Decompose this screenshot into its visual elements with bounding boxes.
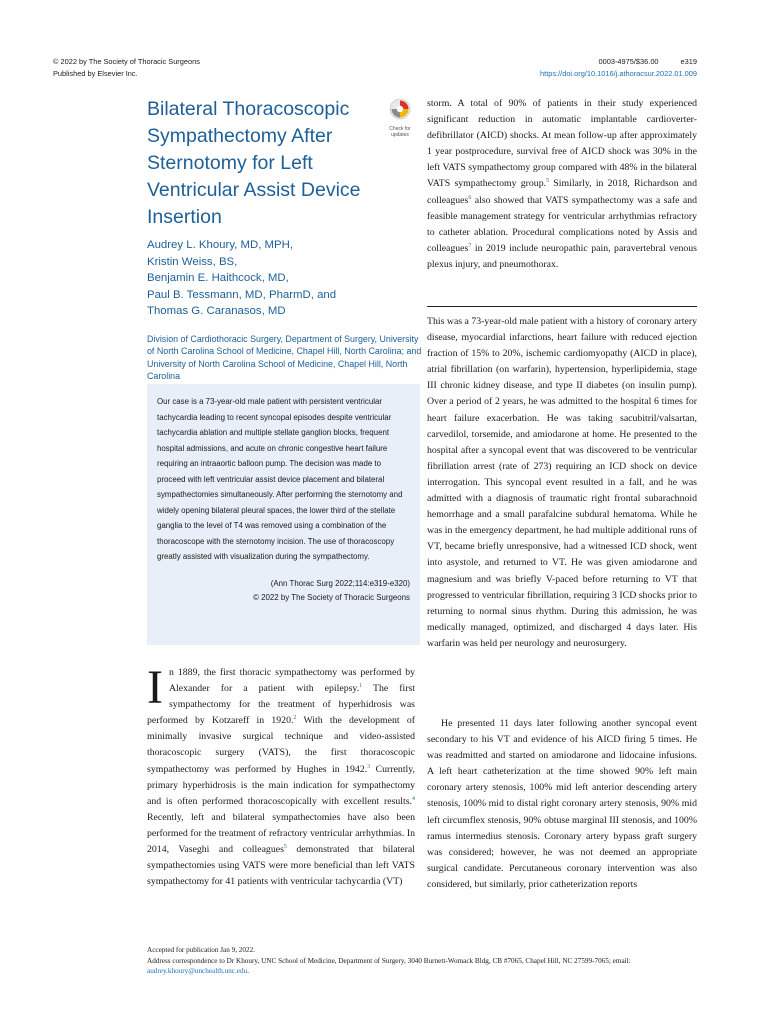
case-paragraph-continued: He presented 11 days later following another syncopal event secondary to his VT and evidence of his AICD firing 5 times. He was readmitted and started on amiodarone and lidocaine infusions. A left heart catheterization at the time showed 90% left main coronary artery stenosis, 100% mid left anterior descending artery stenosis, 100% mid to distal right coronary artery stenosis, 90% mid left circumflex stenosis, 90% obtuse marginal III stenosis, and 100% ramus intermedius stenosis. Coronary artery bypass graft surgery was considered; however, he was not deemed an appropriate surgical candidate. Percutaneous coronary intervention was also considered, but similarly, prior catheterization reports [427,718,697,890]
intro-text: Currently, primary hyperhidrosis is the main indication for sympathectomy and is often performed thoracoscopically with excellent results. [147,763,415,807]
issn-price: 0003-4975/$36.00 [598,57,659,66]
reference-link[interactable]: 2 [293,715,297,722]
author-name: Kristin Weiss, BS, [147,255,238,268]
check-for-updates-badge[interactable] [383,98,417,138]
intro-continuation-paragraph [427,96,697,273]
accepted-date: Accepted for publication Jan 9, 2022. [147,946,255,954]
author-list [147,237,422,320]
author-name: Benjamin E. Haithcock, MD, [147,272,289,285]
abstract-citation [157,577,410,605]
reference-link[interactable]: 5 [283,844,287,851]
body-text: Similarly, in 2018, Richardson and colleagues [427,178,697,206]
journal-header-left [53,56,200,80]
citation-line: (Ann Thorac Surg 2022;114:e319-e320) [270,578,410,588]
section-divider [427,306,697,307]
intro-text: The first sympathectomy for the treatment of hyperhidrosis was performed by Kotzareff in 1920. [147,683,415,727]
doi-link[interactable]: https://doi.org/10.1016/j.athoracsur.2022.01.009 [540,69,697,78]
abstract-box [147,384,420,645]
email-link[interactable]: audrey.khoury@unchealth.unc.edu [147,967,248,975]
crossmark-icon [388,98,412,120]
intro-text: demonstrated that bilateral sympathectomies using VATS were more beneficial than left VATS sympathectomy for 41 patients with ventricular tachycardia (VT) [147,844,415,888]
author-name: Audrey L. Khoury, MD, MPH, [147,239,294,251]
publisher-line: Published by Elsevier Inc. [53,69,138,78]
address-text: Address correspondence to Dr Khoury, UNC School of Medicine, Department of Surgery, 3040 Burnett-Womack Bldg, CB #7065, Chapel Hill, NC 27599-7065; email: [147,956,631,965]
author-name: Thomas G. Caranasos, MD [147,305,286,318]
intro-text: n 1889, the first thoracic sympathectomy was performed by Alexander for a patient with epilepsy. [168,667,415,695]
reference-link[interactable]: 6 [468,194,472,201]
copyright-line: © 2022 by The Society of Thoracic Surgeons [53,57,200,66]
intro-text: With the development of minimally invasive surgical technique and video-assisted thoracoscopic surgery (VATS), the first thoracoscopic sympathectomy was performed by Hughes in 1942. [147,715,415,775]
reference-link[interactable]: 1 [359,683,363,690]
journal-header-right [540,56,697,80]
reference-link[interactable]: 5 [546,178,550,185]
abstract-copyright: © 2022 by The Society of Thoracic Surgeons [253,592,410,602]
abstract-text: Our case is a 73-year-old male patient with persistent ventricular tachycardia leading to recent syncopal episodes despite ventricular tachycardia ablation and multiple stellate ganglion blocks, frequent hospital admissions, and acute on chronic congestive heart failure requiring an intraaortic balloon pump. The decision was made to proceed with left ventricular assist device placement and bilateral sympathectomies simultaneously. After performing the sternotomy and widely opening bilateral pleural spaces, the lower third of the stellate ganglia to the level of T4 was removed using a combination of the thoracoscope with the sternotomy incision. The use of thoracoscopy greatly assisted with visualization during the sympathectomy. [157,397,403,561]
crossmark-label: Check for updates [389,126,411,138]
affiliation: Division of Cardiothoracic Surgery, Department of Surgery, University of North Carolina School of Medicine, Chapel Hill, North Carolina; and University of North Carolina School of Medicine, Chapel Hill, North Carolina [147,334,422,382]
body-text: in 2019 include neuropathic pain, paravertebral venous plexus injury, and pneumothorax. [427,242,697,270]
intro-text: Recently, left and bilateral sympathectomies have also been performed for the treatment of refractory ventricular arrhythmias. In 2014, Vaseghi and colleagues [147,811,415,856]
author-name: Paul B. Tessmann, MD, PharmD, and [147,288,337,301]
footnote [147,945,697,977]
correspondence-address [147,956,697,977]
introduction-paragraph [147,661,415,890]
drop-cap: I [147,661,163,714]
body-text: storm. A total of 90% of patients in their study experienced significant reduction in automatic implantable cardioverter-defibrillator (AICD) shocks. At mean follow-up after approximately 1 year postprocedure, survival free of AICD shock was 30% in the left VATS sympathectomy group compared with 48% in the bilateral VATS sympathectomy group. [427,98,697,190]
reference-link[interactable]: 7 [468,242,472,249]
address-end: . [247,967,249,975]
case-paragraph: This was a 73-year-old male patient with a history of coronary artery disease, myocardial infarctions, heart failure with reduced ejection fraction of 15% to 20%, ischemic cardiomyopathy (AICD in place), atrial fibrillation (on warfarin), hypertension, hyperlipidemia, stage III chronic kidney disease, and type II diabetes (on insulin pump). Over a period of 2 years, he was admitted to the hospital 6 times for heart failure exacerbation. He was taking sacubitril/valsartan, carvedilol, torsemide, and amiodarone at home. He presented to the hospital after a syncopal event that was discovered to be ventricular fibrillation arrest (rate of 273) requiring an ICD shock on device interrogation. This syncopal event resulted in a fall, and he was admitted with a diagnosis of traumatic right frontal subarachnoid hemorrhage and a small parafalcine subdural hematoma. While he was in the emergency department, he had multiple additional runs of VT, became briefly unresponsive, had a witnessed ICD shock, went into asystole, and returned to VT. He was given amiodarone and magnesium and was briefly V-paced before returning to VT that progressed to ventricular fibrillation, requiring 3 ICD shocks prior to returning to normal sinus rhythm. During this admission, he was medically managed, optimized, and discharged 4 days later. His warfarin was held per neurology and neurosurgery. [427,316,697,649]
reference-link[interactable]: 4 [412,795,415,802]
page-code: e319 [680,57,697,66]
body-text: also showed that VATS sympathectomy was a safe and feasible management strategy for ventricular arrhythmias refractory to catheter ablation. Procedural complications noted by Assis and colleagues [427,194,697,254]
article-title: Bilateral Thoracoscopic Sympathectomy After Sternotomy for Left Ventricular Assist Device Insertion [147,98,361,228]
reference-link[interactable]: 3 [367,763,371,770]
